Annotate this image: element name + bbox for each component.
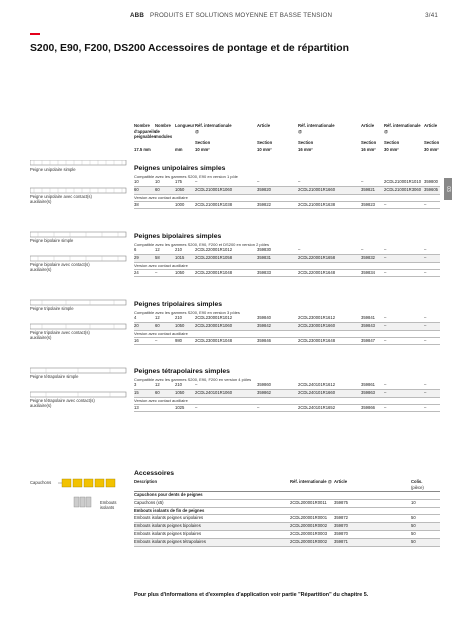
accessories-table	[134, 479, 440, 547]
table-cell: –	[384, 201, 387, 207]
row-group-label: Version avec contact auxiliaire	[134, 195, 440, 202]
table-cell: 6	[134, 247, 137, 252]
table-cell: –	[424, 389, 427, 395]
table-row	[134, 382, 440, 390]
table-cell: 24	[134, 269, 139, 275]
chapter-tab	[444, 178, 452, 200]
table-row	[134, 202, 440, 210]
table-cell: Capuchons (x5)	[134, 499, 164, 505]
col-unit6: 16 mm²	[298, 147, 313, 152]
section-subtitle: Compatible avec les gammes S200, E90, F200 et DS200 en version 2 pôles	[134, 242, 269, 247]
table-cell: 15	[134, 389, 139, 395]
table-cell: 60	[155, 322, 160, 328]
table-cell: –	[298, 179, 301, 184]
table-cell: 359866	[361, 404, 375, 410]
acc-header-desc: Description	[134, 479, 158, 484]
table-cell: 359831	[257, 254, 271, 260]
table-cell: 359861	[361, 382, 375, 387]
table-row	[134, 539, 440, 547]
table-cell: Embouts isolants peignes tripolaires	[134, 530, 202, 536]
table-cell: 359832	[361, 254, 375, 260]
col-header-ref1: Réf. internationale @	[195, 123, 232, 134]
col-section6: Section	[298, 140, 314, 145]
table-cell: –	[424, 322, 427, 328]
table-row	[134, 405, 440, 413]
table-cell: 2CDL220001R1012	[195, 247, 233, 252]
table-cell: 359820	[257, 186, 271, 192]
col-unit9: 30 mm²	[424, 147, 439, 152]
table-cell: –	[384, 315, 387, 320]
table-cell: 359872	[334, 515, 348, 521]
table-cell: 4	[134, 315, 137, 320]
table-cell: –	[384, 247, 387, 252]
section-subtitle: Compatible avec les gammes S200, E90 en version 1 pôle	[134, 174, 238, 179]
table-cell: 359871	[334, 538, 348, 544]
table-cell: 13	[134, 404, 139, 410]
table-cell: –	[257, 404, 260, 410]
col-header-modules: Nombre de modules	[155, 123, 173, 140]
table-cell: –	[424, 382, 427, 387]
table-cell: 1050	[175, 322, 185, 328]
table-row	[134, 179, 440, 187]
table-cell: 10	[134, 179, 139, 184]
table-cell: Embouts isolants peignes unipolaires	[134, 515, 204, 521]
table-row	[134, 338, 440, 346]
table-cell: 359830	[257, 247, 271, 252]
table-cell: –	[424, 254, 427, 260]
table-row	[134, 323, 440, 331]
table-cell: 2CDL200001R0002	[290, 538, 328, 544]
row-group-label: Version avec contact auxiliaire	[134, 398, 440, 405]
table-cell: 359840	[257, 315, 271, 320]
col-section7: Section	[361, 140, 377, 145]
label-unipolaire-simple: Peigne unipolaire simple	[30, 167, 76, 172]
table-cell: –	[384, 389, 387, 395]
table-cell: 2CDL220001R1658	[298, 254, 336, 260]
table-row	[134, 247, 440, 255]
col-unit-17: 17.5 mm	[134, 147, 151, 152]
acc-group-title	[134, 508, 440, 516]
table-cell: 2CDL240101R1060	[195, 389, 233, 395]
table-cell: 2CDL210001R1010	[384, 179, 422, 184]
table-cell: 2CDL210001R1060	[195, 186, 233, 192]
table-cell: 359860	[257, 382, 271, 387]
acc-group-label: Capuchons pour dents de peignes	[134, 492, 203, 497]
page-title: S200, E90, F200, DS200 Accessoires de pontage et de répartition	[30, 43, 349, 54]
table-cell: 1050	[175, 186, 185, 192]
page-number: 3/41	[425, 12, 438, 19]
col-header-ref2: Réf. internationale @	[298, 123, 335, 134]
table-cell: 359847	[361, 337, 375, 343]
accessories-header	[134, 479, 440, 492]
col-section5: Section	[257, 140, 273, 145]
table-cell: 2CDL220001R1048	[195, 269, 233, 275]
label-tetrapolaire-contact: Peigne tétrapolaire avec contact(s) auxiliaire(s)	[30, 398, 95, 409]
table-cell: 1050	[175, 389, 185, 395]
table-cell: 2CDL200001R0003	[290, 530, 328, 536]
chapter-tab-label: 03	[445, 186, 451, 192]
table-cell: 50	[411, 523, 416, 529]
table-cell: –	[155, 269, 158, 275]
table-cell: –	[384, 404, 387, 410]
table-cell: 1015	[175, 254, 185, 260]
row-group-label: Version avec contact auxiliaire	[134, 331, 440, 338]
table-cell: 359870	[334, 530, 348, 536]
table-cell: 2CDL220001R1648	[298, 269, 336, 275]
table-cell: –	[384, 254, 387, 260]
table-cell: 359875	[334, 499, 348, 505]
col-unit4: 10 mm²	[195, 147, 210, 152]
table-cell: 2CDL200001R0001	[290, 515, 328, 521]
table-cell: 50	[411, 515, 416, 521]
table-cell: 3	[134, 382, 137, 387]
table-cell: 10	[411, 499, 416, 505]
table-cell: 359821	[361, 186, 375, 192]
col-header-article2: Article	[361, 123, 375, 128]
table-cell: 2CDL230001R1660	[298, 322, 336, 328]
table-cell: 2CDL210001R1660	[298, 186, 336, 192]
table-cell: 210	[175, 382, 182, 387]
table-cell: 359841	[361, 315, 375, 320]
table-cell: 2CDL240101R1660	[298, 389, 336, 395]
section-title: Peignes bipolaires simples	[134, 233, 222, 240]
acc-header-colis: Colis.	[411, 479, 423, 484]
table-cell: Embouts isolants peignes bipolaires	[134, 523, 201, 529]
table-cell: –	[424, 247, 427, 252]
table-cell: 60	[155, 389, 160, 395]
table-cell: 359862	[257, 389, 271, 395]
table-cell: 2CDL230001R1012	[195, 315, 233, 320]
table-cell: 29	[134, 254, 139, 260]
table-cell: 16	[134, 337, 139, 343]
table-cell: 210	[175, 315, 182, 320]
acc-group-label: Embouts isolants de fin de peignes	[134, 507, 205, 513]
table-cell: Embouts isolants peignes tétrapolaires	[134, 538, 206, 544]
label-bipolaire-contact: Peigne bipolaire avec contact(s) auxiliaire(s)	[30, 262, 90, 273]
table-cell: 2CDL210001R1638	[298, 201, 336, 207]
acc-header-colis-unit: (pièce)	[411, 485, 424, 490]
brand-logo: ABB	[130, 12, 145, 19]
table-cell: 359833	[257, 269, 271, 275]
table-cell: –	[384, 269, 387, 275]
label-tripolaire-contact: Peigne tripolaire avec contact(s) auxiliaire(s)	[30, 330, 90, 341]
table-row	[134, 187, 440, 195]
section-3	[134, 368, 440, 412]
table-row	[134, 390, 440, 398]
label-unipolaire-contact: Peigne unipolaire avec contact(s) auxiliaire(s)	[30, 194, 92, 205]
label-bipolaire-simple: Peigne bipolaire simple	[30, 238, 74, 243]
table-cell: 2CDL210001R1038	[195, 201, 233, 207]
table-row	[134, 270, 440, 278]
table-cell: 12	[155, 382, 160, 387]
table-cell: 2CDL240101R1612	[298, 382, 336, 387]
table-cell: 50	[411, 530, 416, 536]
table-row	[134, 500, 440, 508]
table-cell: –	[155, 337, 158, 343]
table-cell: –	[424, 201, 427, 207]
table-cell: 50	[411, 538, 416, 544]
label-tetrapolaire-simple: Peigne tétrapolaire simple	[30, 374, 79, 379]
table-cell: 210	[175, 247, 182, 252]
table-row	[134, 315, 440, 323]
table-cell: 2CDL230001R1648	[298, 337, 336, 343]
col-header-appareils: Nombre d'appareils peignables	[134, 123, 156, 140]
table-cell: –	[298, 247, 301, 252]
table-cell: –	[424, 404, 427, 410]
table-cell: 359822	[257, 201, 271, 207]
table-cell: 2CDL230001R1060	[195, 322, 233, 328]
table-cell: –	[424, 337, 427, 343]
table-cell: 1000	[175, 201, 185, 207]
col-section8: Section	[384, 140, 400, 145]
acc-group-title	[134, 492, 440, 500]
table-row	[134, 523, 440, 531]
table-cell: 2CDL230001R1048	[195, 337, 233, 343]
label-embouts: Embouts isolants	[100, 500, 117, 511]
table-cell: 2CDL240101R1652	[298, 404, 336, 410]
table-cell: –	[195, 382, 198, 387]
table-cell: –	[361, 247, 364, 252]
col-section9: Section	[424, 140, 440, 145]
col-header-ref3: Réf. internationale @	[384, 123, 421, 134]
label-tripolaire-simple: Peigne tripolaire simple	[30, 306, 74, 311]
col-unit5: 10 mm²	[257, 147, 272, 152]
table-cell: 359846	[257, 337, 271, 343]
table-cell: 359800	[424, 179, 438, 184]
table-cell: 359823	[361, 201, 375, 207]
section-subtitle: Compatible avec les gammes S200, E90, F200 en version 4 pôles	[134, 377, 252, 382]
table-cell: –	[384, 322, 387, 328]
table-cell: 12	[155, 247, 160, 252]
col-unit8: 30 mm²	[384, 147, 399, 152]
table-cell: –	[195, 179, 198, 184]
table-cell: 1025	[175, 404, 185, 410]
col-unit-mm: mm	[175, 147, 183, 152]
table-cell: 359834	[361, 269, 375, 275]
col-header-longueur: Longueur	[175, 123, 195, 128]
table-cell: –	[424, 315, 427, 320]
table-cell: 359863	[361, 389, 375, 395]
acc-header-article: Article	[334, 479, 348, 484]
col-header-article1: Article	[257, 123, 271, 128]
section-subtitle: Compatible avec les gammes S200, E90 en version 3 pôles	[134, 310, 240, 315]
accessories-title: Accessoires	[134, 470, 175, 477]
table-cell: 359870	[334, 523, 348, 529]
row-group-label: Version avec contact auxiliaire	[134, 263, 440, 270]
table-cell: 58	[155, 254, 160, 260]
table-cell: –	[384, 382, 387, 387]
table-cell: –	[424, 269, 427, 275]
table-cell: 175	[175, 179, 182, 184]
table-cell: 10	[155, 179, 160, 184]
table-cell: –	[257, 179, 260, 184]
acc-header-ref: Réf. internationale @	[290, 479, 332, 484]
table-cell: 38	[134, 201, 139, 207]
table-cell: 2CDL200001R0011	[290, 499, 327, 505]
table-cell: 359843	[361, 322, 375, 328]
col-section4: Section	[195, 140, 211, 145]
table-cell: 60	[155, 186, 160, 192]
table-cell: 60	[134, 186, 139, 192]
table-cell: 980	[175, 337, 182, 343]
table-cell: 2CDL230001R1612	[298, 315, 336, 320]
table-cell: 12	[155, 315, 160, 320]
table-cell: –	[361, 179, 364, 184]
table-cell: 359605	[424, 186, 438, 192]
label-capuchons: Capuchons	[30, 480, 52, 485]
table-row	[134, 515, 440, 523]
table-row	[134, 531, 440, 539]
table-cell: 359842	[257, 322, 271, 328]
page-header	[0, 10, 452, 22]
section-title: Peignes unipolaires simples	[134, 165, 226, 172]
table-cell: 2CDL200001R0002	[290, 523, 328, 529]
table-cell: –	[384, 337, 387, 343]
section-1	[134, 233, 440, 277]
table-cell: –	[195, 404, 198, 410]
table-cell: 1050	[175, 269, 185, 275]
table-cell: 20	[134, 322, 139, 328]
footer-note: Pour plus d'informations et d'exemples d'application voir partie "Répartition" du chapitre 5.	[134, 592, 369, 598]
red-accent-bar	[30, 33, 40, 35]
section-title: Peignes tétrapolaires simples	[134, 368, 230, 375]
section-title: Peignes tripolaires simples	[134, 301, 223, 308]
section-0	[134, 165, 440, 209]
section-2	[134, 301, 440, 345]
table-row	[134, 255, 440, 263]
col-unit7: 16 mm²	[361, 147, 376, 152]
col-header-article3: Article	[424, 123, 438, 128]
table-cell: 2CDL210001R3060	[384, 186, 422, 192]
header-subtitle: PRODUITS ET SOLUTIONS MOYENNE ET BASSE TENSION	[150, 12, 333, 19]
table-cell: 2CDL220001R1058	[195, 254, 233, 260]
